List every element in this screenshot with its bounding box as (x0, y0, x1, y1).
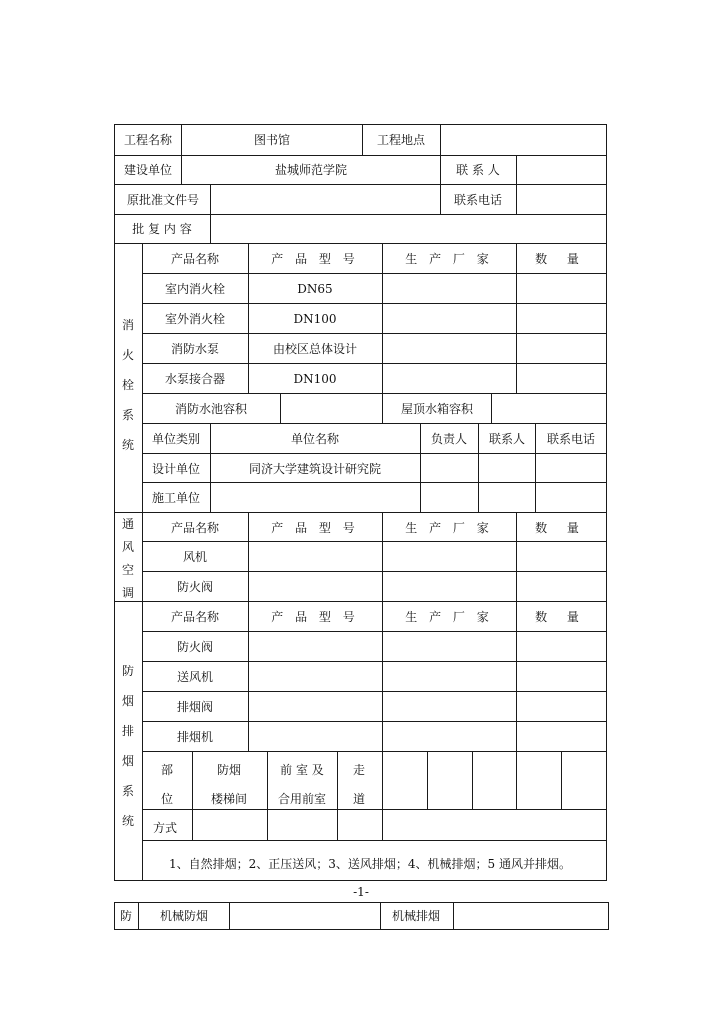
front-room-label: 合用前室 (277, 792, 327, 806)
hydrant-row-model: DN65 (297, 282, 333, 296)
hvac-col-product-name: 产品名称 (170, 521, 220, 535)
hydrant-col-quantity: 数 量 (535, 252, 587, 266)
hydrant-col-manufacturer: 生 产 厂 家 (405, 252, 493, 266)
smoke-row-name: 防火阀 (176, 640, 214, 654)
unit-col-contact: 联系人 (488, 432, 526, 446)
hydrant-row-name: 室外消火栓 (164, 312, 226, 326)
smoke-row-name: 排烟阀 (176, 700, 214, 714)
project-location-label: 工程地点 (376, 133, 426, 147)
corridor-label: 道 (352, 792, 366, 806)
smoke-section-label: 防 烟 排 烟 系 统 (121, 664, 134, 828)
hydrant-col-product-name: 产品名称 (170, 252, 220, 266)
roof-tank-volume-label: 屋顶水箱容积 (400, 402, 474, 416)
smoke-row-name: 送风机 (176, 670, 214, 684)
unit-row-type: 施工单位 (151, 491, 201, 505)
smoke-method-note: 1、自然排烟；2、正压送风；3、送风排烟；4、机械排烟；5 通风并排烟。 (169, 857, 571, 871)
hydrant-row-name: 消防水泵 (170, 342, 220, 356)
smoke-stair-label: 楼梯间 (210, 792, 248, 806)
builder-label: 建设单位 (123, 163, 173, 177)
smoke-stair-label: 防烟 (216, 763, 242, 777)
hydrant-row-name: 室内消火栓 (164, 282, 226, 296)
hydrant-section-label: 消 火 栓 系 统 (121, 318, 134, 452)
smoke-col-model: 产 品 型 号 (271, 610, 359, 624)
unit-col-type: 单位类别 (151, 432, 201, 446)
unit-col-name: 单位名称 (290, 432, 340, 446)
hvac-row-name: 风机 (182, 550, 208, 564)
continuation-section-label: 防 (119, 909, 133, 923)
hydrant-col-model: 产 品 型 号 (271, 252, 359, 266)
hvac-col-model: 产 品 型 号 (271, 521, 359, 535)
hvac-col-quantity: 数 量 (535, 521, 587, 535)
project-name-label: 工程名称 (123, 133, 173, 147)
phone-label: 联系电话 (453, 193, 503, 207)
hvac-section-label: 通 风 空 调 (121, 517, 134, 600)
smoke-col-manufacturer: 生 产 厂 家 (405, 610, 493, 624)
hydrant-row-name: 水泵接合器 (164, 372, 226, 386)
corridor-label: 走 (352, 763, 366, 777)
unit-row-type: 设计单位 (151, 462, 201, 476)
method-label: 方式 (152, 821, 178, 835)
mech-smoke-exhaust-label: 机械排烟 (391, 909, 441, 923)
approval-content-label: 批 复 内 容 (132, 222, 192, 236)
builder-value: 盐城师范学院 (274, 163, 348, 177)
hydrant-row-model: 由校区总体设计 (272, 342, 358, 356)
page-number: -1- (353, 885, 369, 899)
front-room-label: 前 室 及 (280, 763, 324, 777)
project-name-value: 图书馆 (253, 133, 291, 147)
hydrant-row-model: DN100 (293, 372, 337, 386)
smoke-col-quantity: 数 量 (535, 610, 587, 624)
fire-pool-volume-label: 消防水池容积 (174, 402, 248, 416)
hvac-row-name: 防火阀 (176, 580, 214, 594)
contact-label: 联 系 人 (456, 163, 500, 177)
smoke-col-product-name: 产品名称 (170, 610, 220, 624)
smoke-row-name: 排烟机 (176, 730, 214, 744)
hvac-col-manufacturer: 生 产 厂 家 (405, 521, 493, 535)
part-label: 部 (160, 763, 174, 777)
mech-smoke-prevent-label: 机械防烟 (159, 909, 209, 923)
unit-row-name: 同济大学建筑设计研究院 (248, 462, 382, 476)
part-label: 位 (160, 792, 174, 806)
approval-doc-label: 原批准文件号 (126, 193, 200, 207)
unit-col-manager: 负责人 (430, 432, 468, 446)
hydrant-row-model: DN100 (293, 312, 337, 326)
unit-col-phone: 联系电话 (546, 432, 596, 446)
